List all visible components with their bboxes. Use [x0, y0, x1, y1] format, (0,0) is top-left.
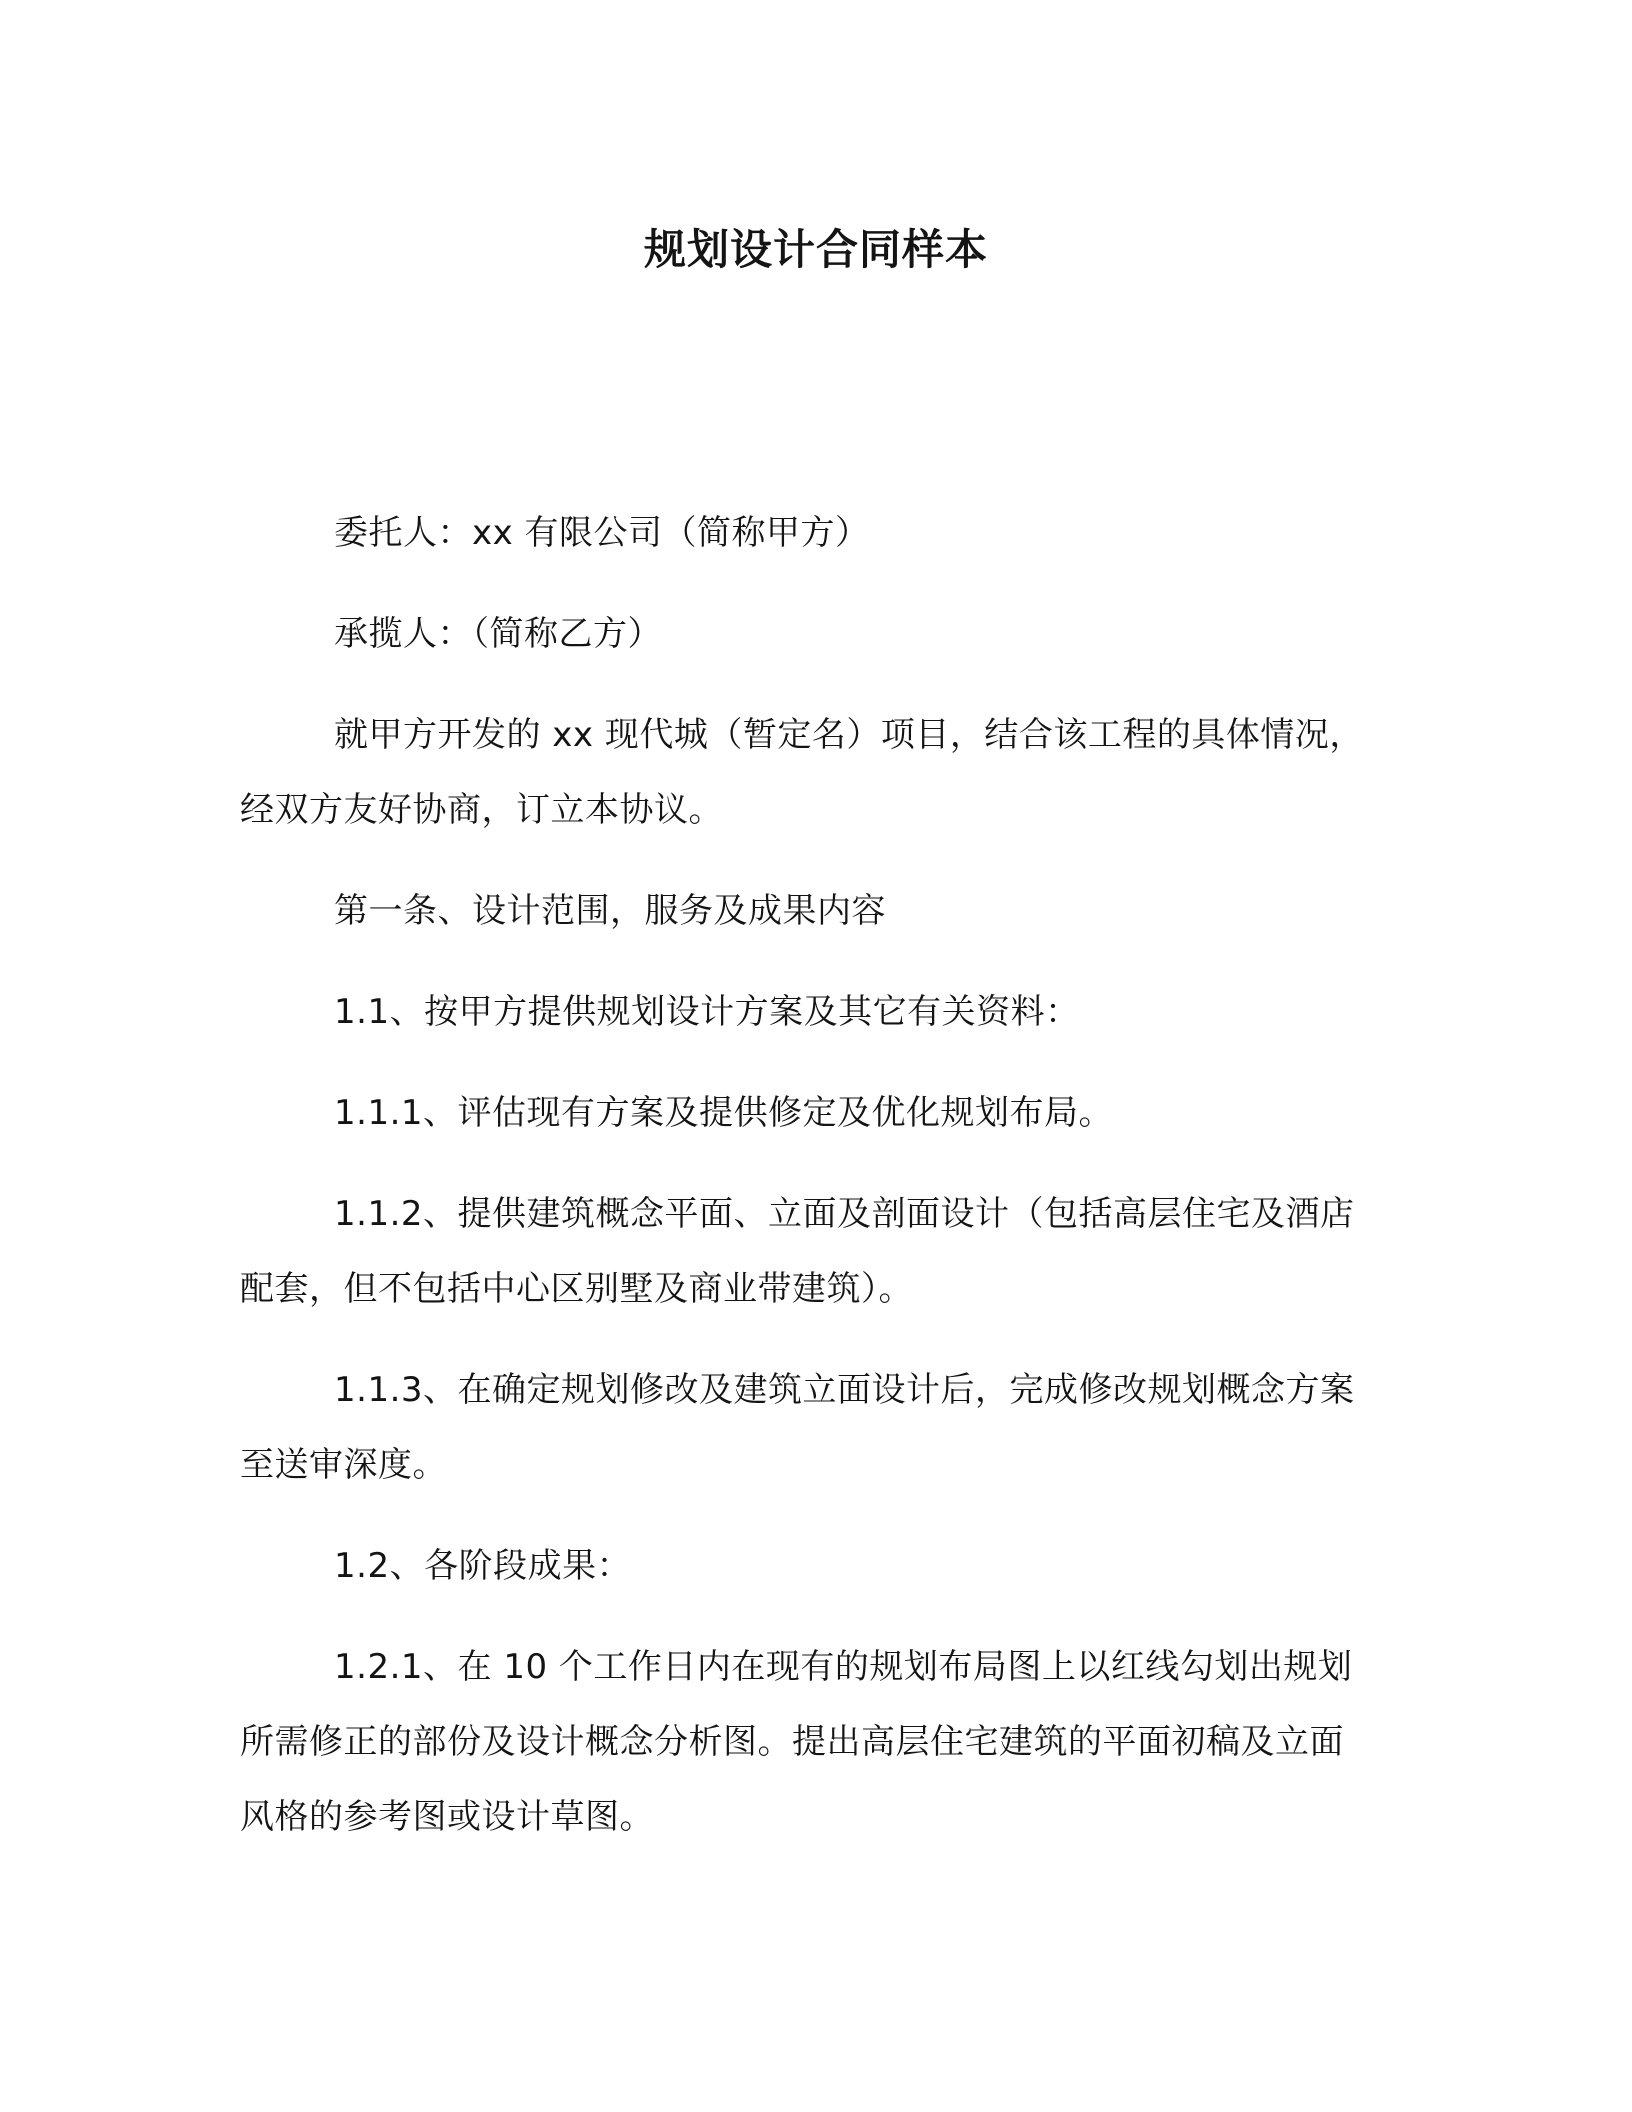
paragraph-1-2-1: 1.2.1、在 10 个工作日内在现有的规划布局图上以红线勾划出规划所需修正的部份及设计概念分析图。提出高层住宅建筑的平面初稿及立面风格的参考图或设计草图。	[240, 1647, 1353, 1837]
paragraph-1-1-1: 1.1.1、评估现有方案及提供修定及优化规划布局。	[334, 1093, 1114, 1133]
paragraph-client: 委托人：xx 有限公司（简称甲方）	[334, 513, 870, 553]
paragraph-1-1-2: 1.1.2、提供建筑概念平面、立面及剖面设计（包括高层住宅及酒店配套，但不包括中心区别墅及商业带建筑）。	[240, 1194, 1355, 1309]
paragraph-1-2: 1.2、各阶段成果：	[334, 1546, 632, 1586]
document-body	[240, 496, 1378, 1855]
paragraph-1-1-3: 1.1.3、在确定规划修改及建筑立面设计后，完成修改规划概念方案至送审深度。	[240, 1370, 1355, 1485]
paragraph-article-1: 第一条、设计范围，服务及成果内容	[334, 891, 886, 931]
paragraph-1-1: 1.1、按甲方提供规划设计方案及其它有关资料：	[334, 992, 1080, 1032]
paragraph-contractor: 承揽人：（简称乙方）	[334, 614, 662, 654]
paragraph-preamble: 就甲方开发的 xx 现代城（暂定名）项目，结合该工程的具体情况，经双方友好协商，订立本协议。	[240, 715, 1364, 830]
document-title: 规划设计合同样本	[643, 225, 988, 274]
